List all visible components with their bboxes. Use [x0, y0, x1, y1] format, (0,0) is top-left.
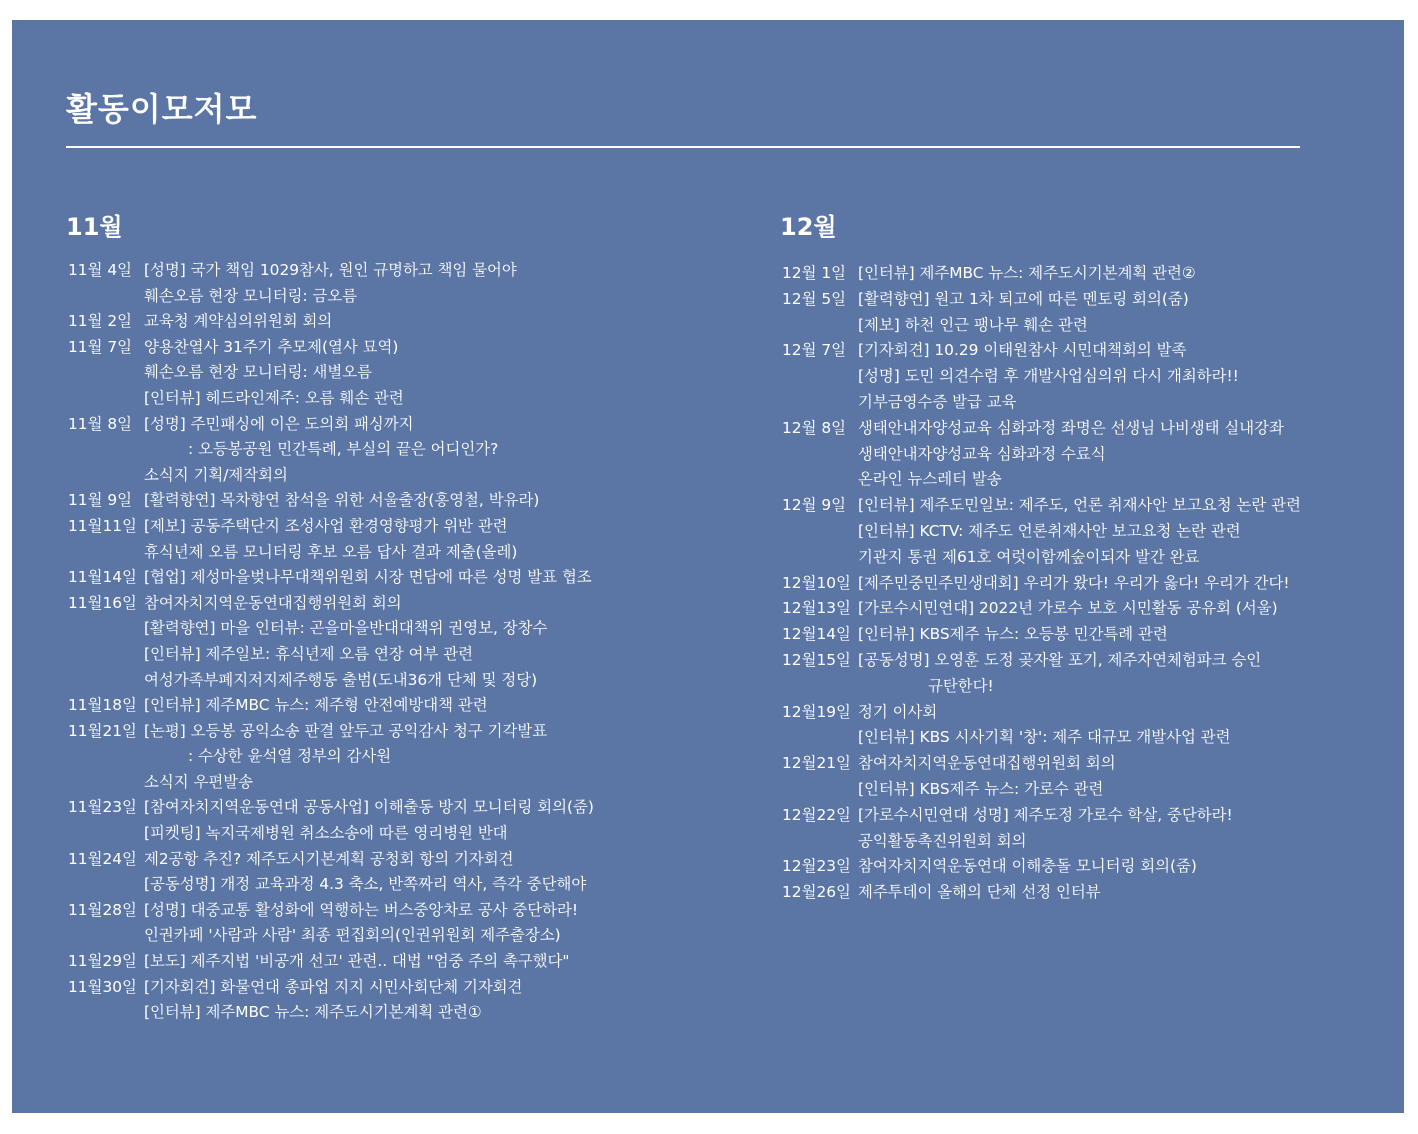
entry-line: 온라인 뉴스레터 발송	[858, 470, 1002, 489]
entry-lines	[144, 258, 517, 309]
entry-date: 11월 7일	[68, 337, 133, 356]
entry-line: [협업] 제성마을벚나무대책위원회 시장 면담에 따른 성명 발표 협조	[144, 568, 592, 587]
entry-line: [인터뷰] KBS제주 뉴스: 오등봉 민간특례 관련	[858, 625, 1168, 644]
entry-line: [기자회견] 10.29 이태원참사 시민대책회의 발족	[858, 341, 1187, 360]
entry-lines	[144, 719, 547, 796]
entry-date: 11월21일	[68, 721, 137, 740]
entry-lines	[858, 803, 1233, 855]
entry-date: 12월13일	[782, 599, 851, 618]
entry-line: 생태안내자양성교육 심화과정 좌명은 선생님 나비생태 실내강좌	[858, 418, 1284, 437]
activity-entry	[780, 803, 1380, 855]
entry-line: [인터뷰] KBS 시사기획 '창': 제주 대규모 개발사업 관련	[858, 728, 1231, 747]
entry-lines	[858, 571, 1290, 597]
activity-entry	[66, 514, 706, 565]
entry-line: 훼손오름 현장 모니터링: 금오름	[144, 286, 358, 305]
entry-lines	[144, 309, 332, 335]
activity-entry	[66, 795, 706, 846]
entry-date: 11월 8일	[68, 414, 133, 433]
entry-date: 11월 4일	[68, 261, 133, 279]
entry-date: 12월26일	[782, 883, 851, 902]
entry-lines	[858, 338, 1239, 415]
entry-lines	[858, 622, 1168, 648]
month-column-december	[780, 210, 1380, 906]
entry-date: 11월29일	[68, 952, 137, 971]
entry-date: 11월30일	[68, 977, 137, 996]
entry-line: [가로수시민연대] 2022년 가로수 보호 시민활동 공유회 (서울)	[858, 599, 1278, 618]
entry-lines	[858, 493, 1301, 570]
entry-date: 12월15일	[782, 650, 851, 669]
entry-lines	[144, 898, 578, 949]
activity-entry	[780, 622, 1380, 648]
entry-line: [인터뷰] 제주도민일보: 제주도, 언론 취재사안 보고요청 논란 관련	[858, 496, 1301, 515]
entry-line: [피켓팅] 녹지국제병원 취소소송에 따른 영리병원 반대	[144, 824, 508, 843]
entry-lines	[858, 751, 1116, 803]
entry-lines	[144, 412, 498, 489]
entry-line: 참여자치지역운동연대 이해충돌 모니터링 회의(줌)	[858, 857, 1197, 876]
entry-line: [보도] 제주지법 '비공개 선고' 관련.. 대법 "엄중 주의 촉구했다"	[144, 952, 570, 971]
entry-line: [논평] 오등봉 공익소송 판결 앞두고 공익감사 청구 기각발표	[144, 721, 548, 740]
entry-date: 12월23일	[782, 857, 851, 876]
entry-line: [인터뷰] KBS제주 뉴스: 가로수 관련	[858, 779, 1104, 798]
entry-list	[780, 261, 1380, 906]
activity-entry	[780, 854, 1380, 880]
entry-lines	[144, 693, 488, 719]
activity-entry	[66, 591, 706, 693]
entry-lines	[144, 514, 517, 565]
entry-line: 훼손오름 현장 모니터링: 새별오름	[144, 363, 373, 382]
entry-lines	[144, 847, 586, 898]
entry-line: [제주민중민주민생대회] 우리가 왔다! 우리가 옳다! 우리가 간다!	[858, 573, 1290, 592]
entry-lines	[144, 975, 522, 1026]
activity-entry	[780, 287, 1380, 339]
entry-lines	[144, 335, 404, 412]
entry-line: 소식지 우편발송	[144, 772, 253, 791]
entry-line: [제보] 공동주택단지 조성사업 환경영향평가 위반 관련	[144, 516, 508, 535]
activity-entry	[66, 565, 706, 591]
entry-date: 12월 5일	[782, 289, 847, 308]
entry-line: 생태안내자양성교육 심화과정 수료식	[858, 444, 1106, 463]
entry-list	[66, 258, 706, 1026]
entry-line: 참여자치지역운동연대집행위원회 회의	[144, 593, 402, 612]
entry-line: 인권카페 '사람과 사람' 최종 편집회의(인권위원회 제주출장소)	[144, 926, 561, 945]
entry-lines	[858, 416, 1284, 493]
entry-lines	[144, 591, 547, 693]
entry-line: [공동성명] 오영훈 도정 곶자왈 포기, 제주자연체험파크 승인	[858, 650, 1262, 669]
entry-lines	[144, 795, 594, 846]
entry-date: 11월11일	[68, 516, 137, 535]
entry-line: 제주투데이 올해의 단체 선정 인터뷰	[858, 883, 1101, 902]
activity-entry	[780, 338, 1380, 415]
entry-lines	[858, 854, 1197, 880]
activity-entry	[780, 880, 1380, 906]
activity-entry	[66, 309, 706, 335]
entry-line: [인터뷰] 제주MBC 뉴스: 제주형 안전예방대책 관련	[144, 696, 488, 715]
entry-date: 11월18일	[68, 696, 137, 715]
entry-line: 양용찬열사 31주기 추모제(열사 묘역)	[144, 337, 399, 356]
entry-line: [공동성명] 개정 교육과정 4.3 축소, 반쪽짜리 역사, 즉각 중단해야	[144, 875, 587, 894]
entry-date: 11월 2일	[68, 312, 133, 331]
entry-lines	[858, 648, 1261, 700]
activity-entry	[780, 571, 1380, 597]
entry-line: 제2공항 추진? 제주도시기본계획 공청회 항의 기자회견	[144, 849, 514, 868]
entry-lines	[144, 949, 570, 975]
activity-entry	[66, 335, 706, 412]
entry-line: [인터뷰] 제주일보: 휴식년제 오름 연장 여부 관련	[144, 644, 474, 663]
activity-entry	[66, 693, 706, 719]
entry-date: 11월28일	[68, 900, 137, 919]
entry-date: 12월14일	[782, 625, 851, 644]
entry-date: 12월 1일	[782, 264, 847, 282]
entry-line: [인터뷰] 제주MBC 뉴스: 제주도시기본계획 관련②	[858, 264, 1196, 282]
entry-lines	[144, 488, 539, 514]
entry-line: 교육청 계약심의위원회 회의	[144, 312, 333, 331]
entry-line: [활력향연] 목차향연 참석을 위한 서울출장(홍영철, 박유라)	[144, 491, 540, 510]
entry-line: 소식지 기획/제작회의	[144, 465, 288, 484]
entry-line: [인터뷰] 제주MBC 뉴스: 제주도시기본계획 관련①	[144, 1003, 482, 1022]
entry-line: [인터뷰] KCTV: 제주도 언론취재사안 보고요청 논란 관련	[858, 521, 1241, 540]
entry-lines	[858, 700, 1231, 752]
activity-entry	[66, 975, 706, 1026]
entry-line: 기부금영수증 발급 교육	[858, 392, 1017, 411]
entry-date: 11월24일	[68, 849, 137, 868]
entry-line: [인터뷰] 헤드라인제주: 오름 훼손 관련	[144, 388, 404, 407]
entry-line: [참여자치지역운동연대 공동사업] 이해출동 방지 모니터링 회의(줌)	[144, 798, 594, 817]
page-title: 활동이모저모	[66, 90, 258, 128]
entry-date: 12월10일	[782, 573, 851, 592]
activity-entry	[780, 700, 1380, 752]
activity-entry	[780, 493, 1380, 570]
entry-line: [활력향연] 원고 1차 퇴고에 따른 멘토링 회의(줌)	[858, 289, 1189, 308]
activity-entry	[780, 648, 1380, 700]
entry-line: 여성가족부폐지저지제주행동 출범(도내36개 단체 및 정당)	[144, 670, 538, 689]
entry-date: 12월19일	[782, 702, 851, 721]
activity-page	[12, 20, 1404, 1113]
entry-line: 휴식년제 오름 모니터링 후보 오름 답사 결과 제출(올레)	[144, 542, 518, 561]
activity-entry	[66, 258, 706, 309]
entry-lines	[858, 261, 1196, 287]
entry-line: 기관지 통권 제61호 여럿이함께숲이되자 발간 완료	[858, 547, 1200, 566]
entry-date: 11월16일	[68, 593, 137, 612]
title-divider	[66, 146, 1300, 148]
entry-date: 11월14일	[68, 568, 137, 587]
entry-lines	[858, 287, 1189, 339]
entry-lines	[858, 596, 1278, 622]
entry-line: [활력향연] 마을 인터뷰: 곤을마을반대대책위 권영보, 장창수	[144, 619, 548, 638]
month-column-november	[66, 210, 706, 1026]
entry-line: : 오등봉공원 민간특례, 부실의 끝은 어디인가?	[188, 440, 499, 459]
activity-entry	[66, 847, 706, 898]
entry-line: [가로수시민연대 성명] 제주도정 가로수 학살, 중단하라!	[858, 805, 1233, 824]
entry-lines	[144, 565, 592, 591]
activity-entry	[66, 412, 706, 489]
entry-line: [성명] 대중교통 활성화에 역행하는 버스중앙차로 공사 중단하라!	[144, 900, 579, 919]
entry-line: : 수상한 윤석열 정부의 감사원	[188, 747, 392, 766]
entry-line: 규탄한다!	[928, 676, 994, 695]
activity-entry	[66, 898, 706, 949]
activity-entry	[66, 488, 706, 514]
entry-line: 공익활동촉진위원회 회의	[858, 831, 1027, 850]
entry-date: 11월23일	[68, 798, 137, 817]
entry-date: 12월 9일	[782, 496, 847, 515]
activity-entry	[780, 416, 1380, 493]
activity-entry	[780, 261, 1380, 287]
entry-date: 12월 8일	[782, 418, 847, 437]
entry-date: 11월 9일	[68, 491, 133, 510]
entry-line: [성명] 주민패싱에 이은 도의회 패싱까지	[144, 414, 414, 433]
entry-date: 12월22일	[782, 805, 851, 824]
entry-line: [성명] 도민 의견수렴 후 개발사업심의위 다시 개최하라!!	[858, 367, 1239, 386]
month-heading: 11월	[66, 213, 123, 241]
activity-entry	[66, 719, 706, 796]
entry-date: 12월 7일	[782, 341, 847, 360]
activity-entry	[780, 596, 1380, 622]
month-heading: 12월	[780, 213, 837, 241]
activity-entry	[66, 949, 706, 975]
entry-line: 참여자치지역운동연대집행위원회 회의	[858, 754, 1116, 773]
activity-entry	[780, 751, 1380, 803]
entry-line: [제보] 하천 인근 팽나무 훼손 관련	[858, 315, 1088, 334]
entry-line: [성명] 국가 책임 1029참사, 원인 규명하고 책임 물어야	[144, 261, 517, 279]
entry-line: [기자회견] 화물연대 총파업 지지 시민사회단체 기자회견	[144, 977, 523, 996]
entry-date: 12월21일	[782, 754, 851, 773]
entry-line: 정기 이사회	[858, 702, 938, 721]
entry-lines	[858, 880, 1101, 906]
